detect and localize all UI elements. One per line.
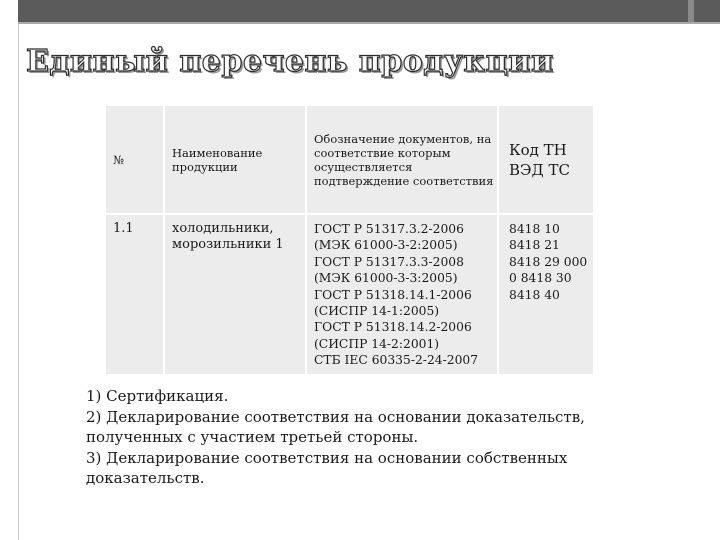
row-code-line: 8418 40 bbox=[509, 287, 560, 302]
header-documents-line: осуществляется bbox=[314, 159, 413, 174]
row-document-line: (СИСПР 14-2:2001) bbox=[314, 336, 440, 351]
row-document-line: ГОСТ Р 51317.3.3-2008 bbox=[314, 254, 464, 269]
row-documents-cell bbox=[306, 214, 498, 374]
row-codes-cell bbox=[498, 214, 593, 374]
slide-top-bar-accent bbox=[18, 22, 720, 24]
header-documents bbox=[306, 106, 498, 214]
header-product-name-line: продукции bbox=[172, 159, 238, 174]
header-product-name bbox=[164, 106, 306, 214]
header-documents-line: соответствие которым bbox=[314, 145, 451, 160]
product-table-container bbox=[106, 106, 593, 374]
slide-top-bar-notch bbox=[688, 0, 694, 22]
note-line: 1) Сертификация. bbox=[86, 387, 229, 405]
row-product-name-cell bbox=[164, 214, 306, 374]
note-line: 2) Декларирование соответствия на основании доказательств, bbox=[86, 407, 585, 426]
table-header-row bbox=[106, 106, 593, 214]
row-document-line: (МЭК 61000-3-3:2005) bbox=[314, 271, 458, 286]
row-product-name-line: холодильники, bbox=[172, 221, 274, 236]
row-code-line: 8418 10 bbox=[509, 222, 560, 236]
header-code bbox=[498, 106, 593, 214]
slide-title: Единый перечень продукции bbox=[26, 44, 554, 79]
row-document-line: (СИСПР 14-1:2005) bbox=[314, 304, 440, 319]
row-number: 1.1 bbox=[113, 221, 134, 236]
row-code-line: 8418 21 bbox=[509, 238, 560, 253]
header-documents-line: подтверждение соответствия bbox=[314, 173, 494, 188]
row-code-line: 8418 29 000 bbox=[509, 254, 588, 269]
row-product-name-line: морозильники 1 bbox=[172, 237, 284, 253]
header-number-label: № bbox=[113, 152, 124, 167]
header-code-line: Код ТН bbox=[509, 140, 567, 159]
row-document-line: СТБ IEC 60335-2-24-2007 bbox=[314, 353, 479, 368]
header-number bbox=[106, 106, 164, 214]
notes-block bbox=[86, 386, 646, 489]
row-document-line: ГОСТ Р 51317.3.2-2006 bbox=[314, 222, 464, 236]
header-code-line: ВЭД ТС bbox=[509, 160, 570, 179]
row-document-line: (МЭК 61000-3-2:2005) bbox=[314, 238, 458, 253]
row-code-line: 0 8418 30 bbox=[509, 271, 572, 286]
note-line: доказательств. bbox=[86, 469, 205, 487]
note-line: полученных с участием третьей стороны. bbox=[86, 428, 419, 446]
row-document-line: ГОСТ Р 51318.14.1-2006 bbox=[314, 287, 472, 302]
header-documents-line: Обозначение документов, на bbox=[314, 131, 492, 146]
slide-top-bar bbox=[18, 0, 720, 22]
product-table bbox=[106, 106, 593, 374]
note-line: 3) Декларирование соответствия на основании собственных bbox=[86, 448, 568, 467]
row-document-line: ГОСТ Р 51318.14.2-2006 bbox=[314, 320, 472, 335]
row-number-cell bbox=[106, 214, 164, 374]
header-product-name-line: Наименование bbox=[172, 145, 263, 160]
table-row bbox=[106, 214, 593, 374]
